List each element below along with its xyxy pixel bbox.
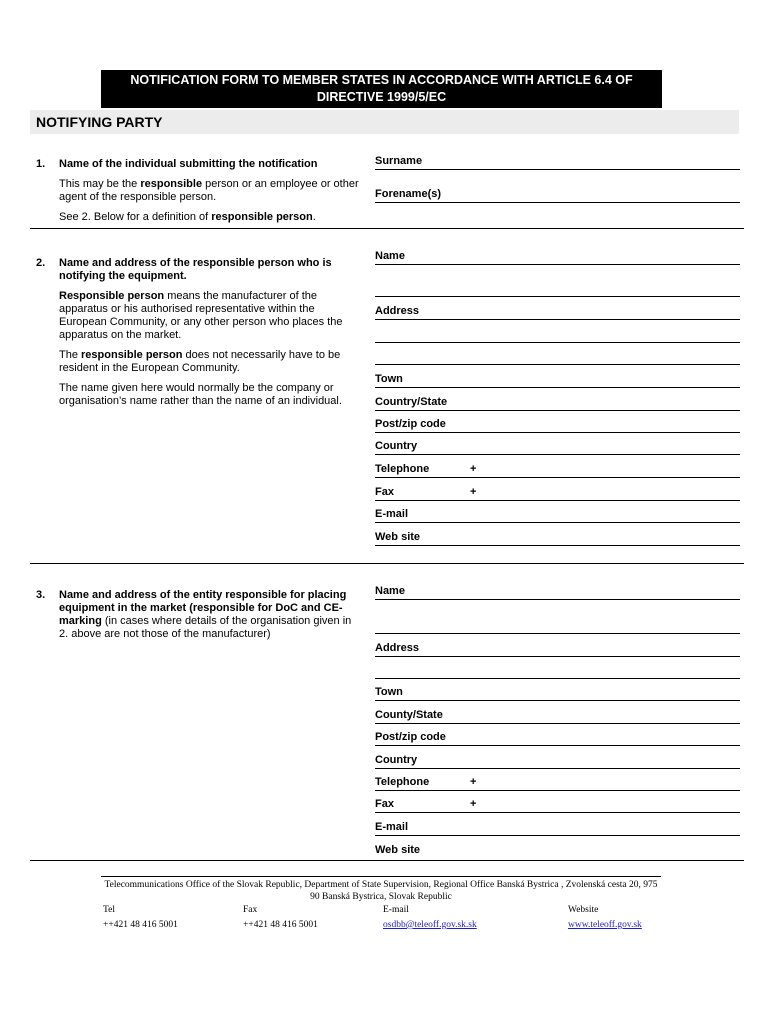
q3-town-field[interactable]: Town <box>375 686 740 701</box>
question-1-text: Name of the individual submitting the notification <box>59 158 318 170</box>
question-1-see-note: See 2. Below for a definition of responsible person. <box>59 211 316 223</box>
q2-telephone-field[interactable]: Telephone <box>375 463 740 478</box>
name-note: The name given here would normally be the company or organisation’s name rather than the name of an individual. <box>59 382 342 407</box>
question-2-text: Name and address of the responsible person who is notifying the equipment. <box>59 257 332 282</box>
q3-country-field[interactable]: Country <box>375 754 740 769</box>
footer-tel-label: Tel <box>103 905 115 915</box>
footer-website-link[interactable]: www.teleoff.gov.sk <box>568 920 642 930</box>
q3-email-field[interactable]: E-mail <box>375 821 740 836</box>
q3-fax-plus: + <box>470 798 477 810</box>
q3-telephone-field[interactable]: Telephone <box>375 776 740 791</box>
q3-name-field[interactable]: Name <box>375 585 740 600</box>
surname-field[interactable]: Surname <box>375 155 740 170</box>
q2-address-line-2[interactable] <box>375 342 740 343</box>
q3-county-state-field[interactable]: County/State <box>375 709 740 724</box>
q3-telephone-plus: + <box>470 776 477 788</box>
divider <box>30 860 744 861</box>
section-heading: NOTIFYING PARTY <box>30 110 739 134</box>
q3-address-field[interactable]: Address <box>375 642 740 657</box>
q3-name-line-2[interactable] <box>375 633 740 634</box>
footer-address: Telecommunications Office of the Slovak Republic, Department of State Supervision, Regional Office Banská Bystrica , Zvolenská cesta 20, 975 90 Banská Bystrica, Slovak Republic <box>104 880 658 902</box>
q2-country-field[interactable]: Country <box>375 440 740 455</box>
q2-name-line-2[interactable] <box>375 296 740 297</box>
footer-email-link[interactable]: osdbb@teleoff.gov.sk.sk <box>383 920 477 930</box>
question-2-block <box>59 257 364 415</box>
q2-town-field[interactable]: Town <box>375 373 740 388</box>
responsible-person-definition: Responsible person means the manufacturer of the apparatus or his authorised representative within the European Community, or any other person who places the apparatus on the market. <box>59 290 343 341</box>
q2-name-field[interactable]: Name <box>375 250 740 265</box>
q2-country-state-field[interactable]: Country/State <box>375 396 740 411</box>
q2-address-line-3[interactable] <box>375 364 740 365</box>
q3-fax-field[interactable]: Fax <box>375 798 740 813</box>
q2-telephone-plus: + <box>470 463 477 475</box>
divider <box>30 563 744 564</box>
q2-fax-plus: + <box>470 486 477 498</box>
q2-fax-field[interactable]: Fax <box>375 486 740 501</box>
q3-address-line-2[interactable] <box>375 678 740 679</box>
question-3-number: 3. <box>36 589 46 601</box>
q2-post-zip-field[interactable]: Post/zip code <box>375 418 740 433</box>
divider <box>30 228 744 229</box>
footer-fax-value: ++421 48 416 5001 <box>243 920 318 930</box>
footer-fax-label: Fax <box>243 905 258 915</box>
question-1-note: This may be the responsible person or an employee or other agent of the responsible person. <box>59 178 359 203</box>
question-3-text: Name and address of the entity responsible for placing equipment in the market (responsible for DoC and CE-marking (in cases where details of the organisation given in 2. above are not those of the manufacturer) <box>59 589 352 640</box>
residency-note: The responsible person does not necessarily have to be resident in the European Community. <box>59 349 341 374</box>
footer-email-label: E-mail <box>383 905 409 915</box>
question-1-block <box>59 158 359 211</box>
form-title: NOTIFICATION FORM TO MEMBER STATES IN ACCORDANCE WITH ARTICLE 6.4 OF DIRECTIVE 1999/5/EC <box>101 70 662 108</box>
q2-website-field[interactable]: Web site <box>375 531 740 546</box>
q2-address-field[interactable]: Address <box>375 305 740 320</box>
q3-post-zip-field[interactable]: Post/zip code <box>375 731 740 746</box>
question-2-number: 2. <box>36 257 46 269</box>
footer-tel-value: ++421 48 416 5001 <box>103 920 178 930</box>
footer <box>101 876 661 903</box>
forename-field[interactable]: Forename(s) <box>375 188 740 203</box>
q3-website-field[interactable]: Web site <box>375 844 421 856</box>
question-1-number: 1. <box>36 158 46 170</box>
q2-email-field[interactable]: E-mail <box>375 508 740 523</box>
footer-website-label: Website <box>568 905 599 915</box>
